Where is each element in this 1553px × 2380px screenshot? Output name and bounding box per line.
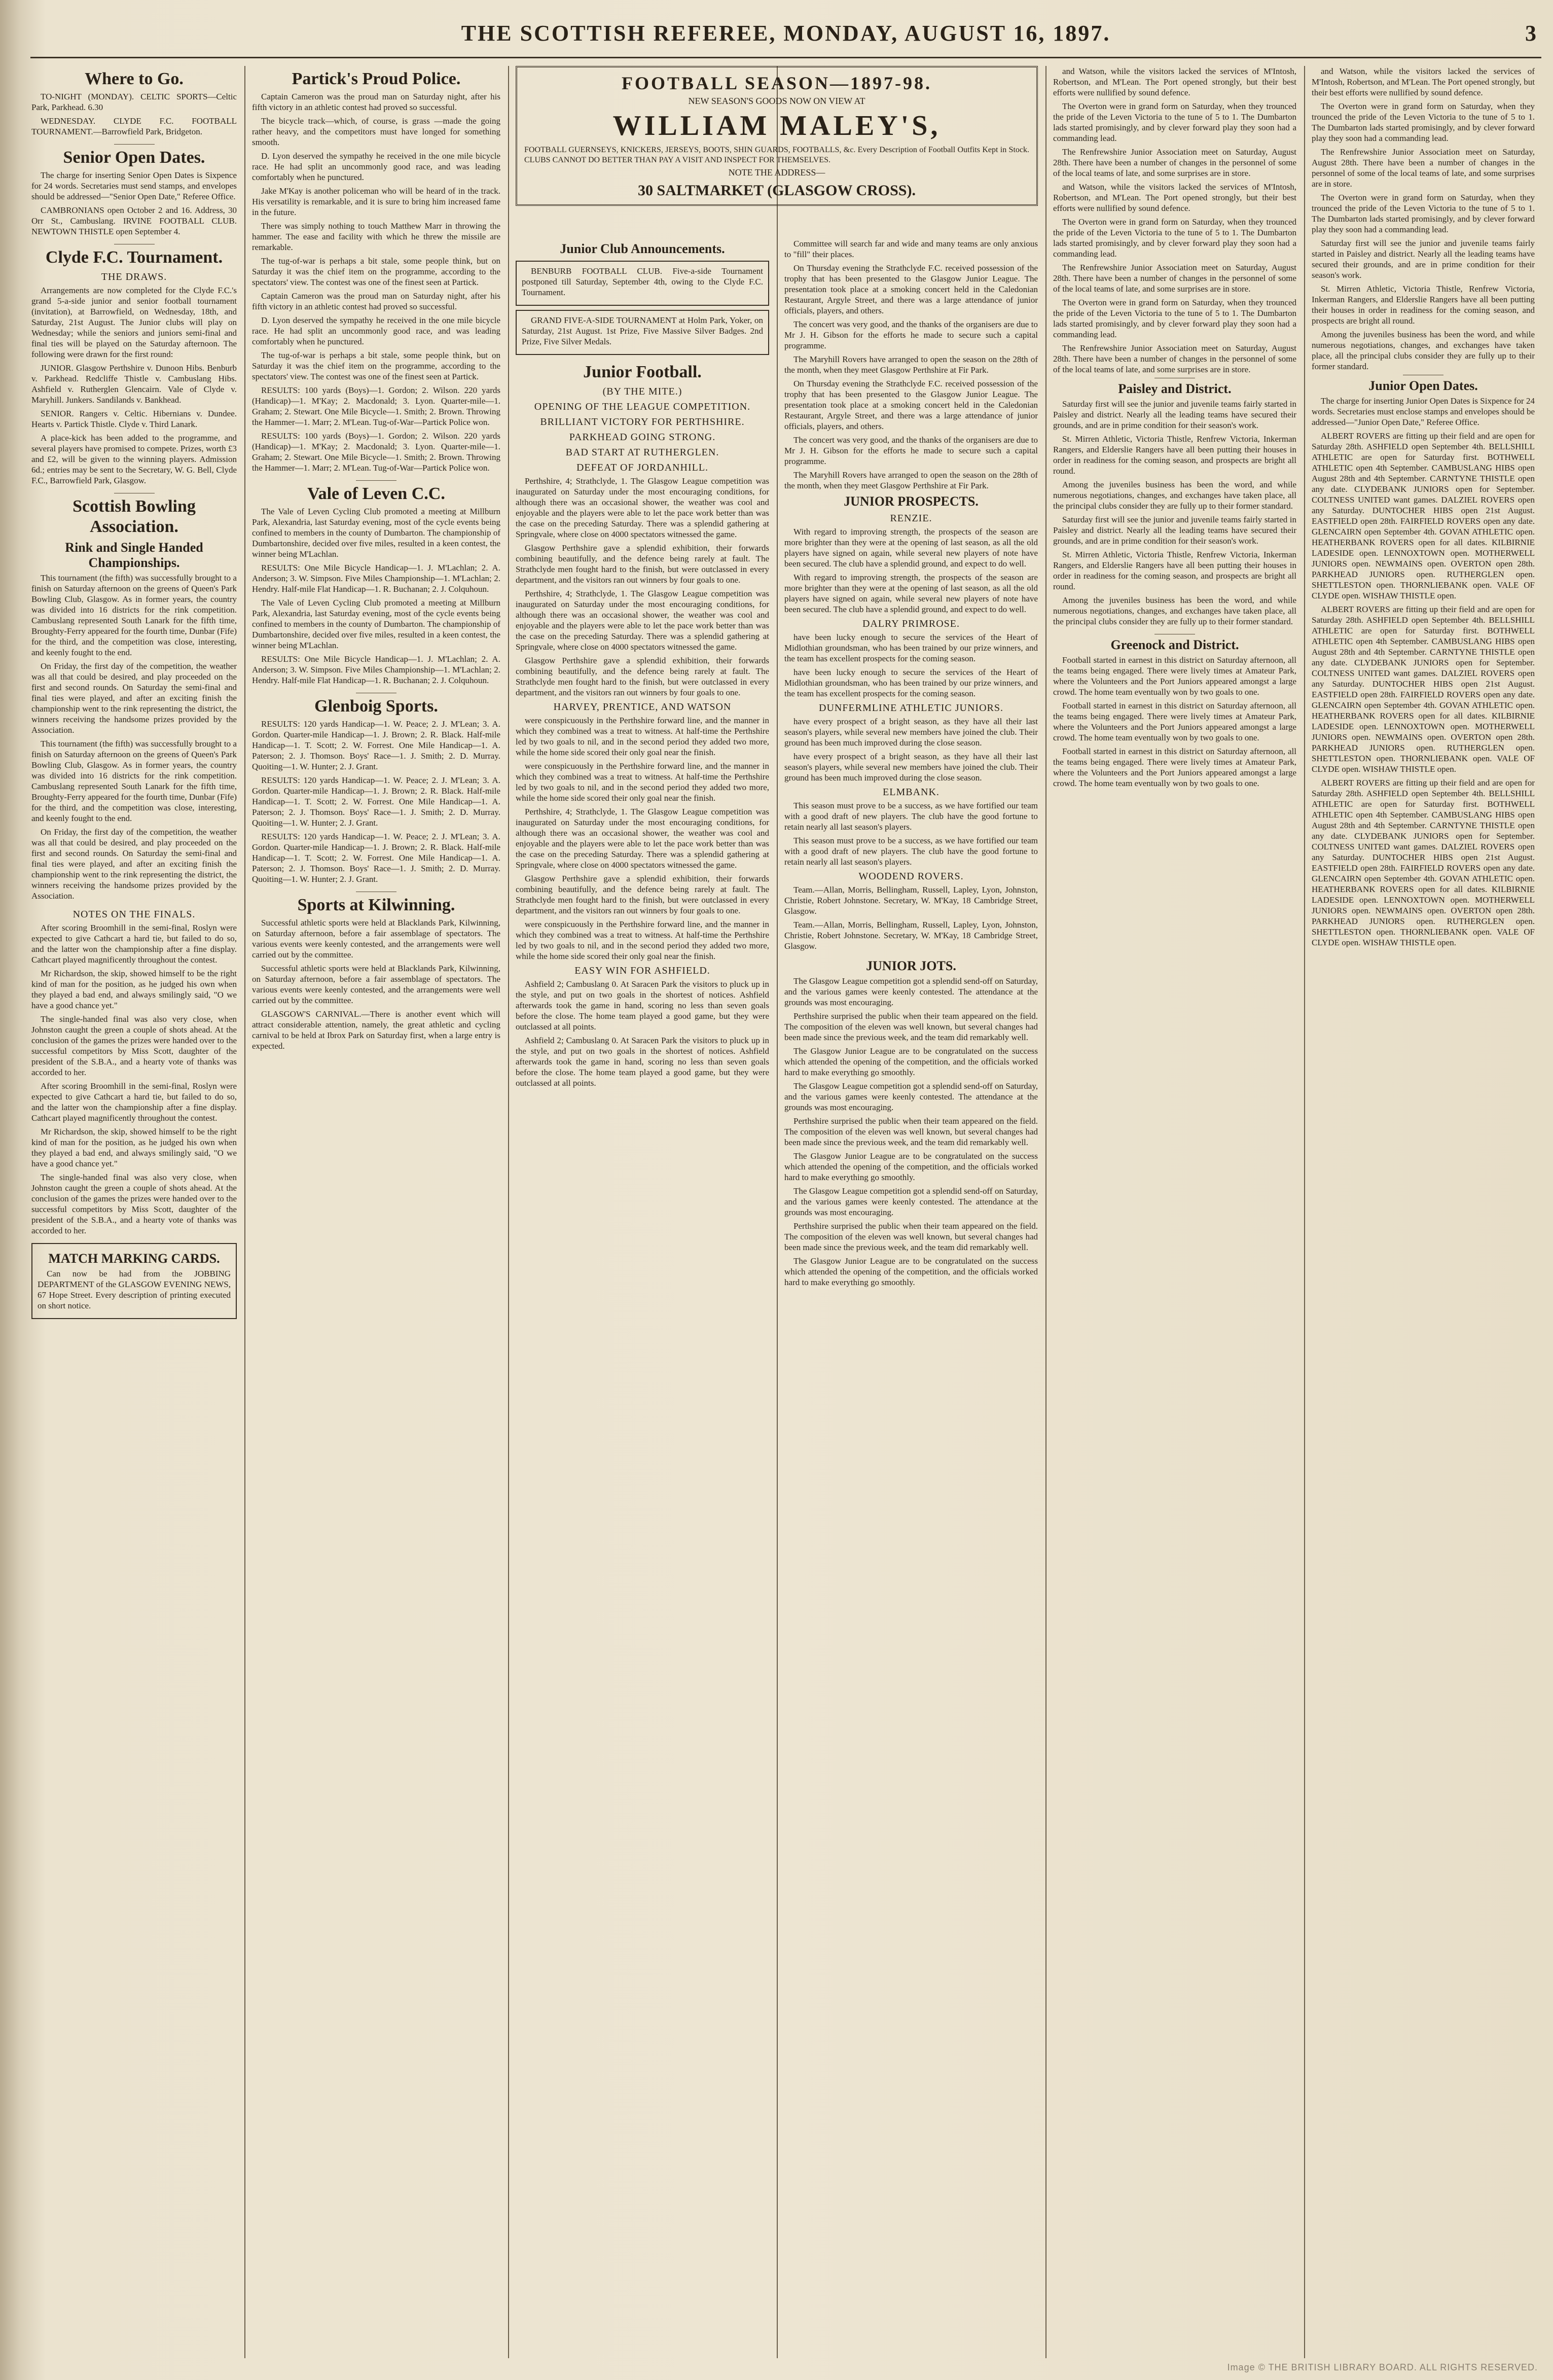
advert-address: 30 SALTMARKET (GLASGOW CROSS). [638,182,916,199]
senior-open-dates-section [31,148,237,237]
easy-win-paragraph: Ashfield 2; Cambuslang 0. At Saracen Park the visitors to pluck up in the style, and put on two goals in the shortest of notices. Ashfield afterwards took the game in hand, scoring no less than seven goals before the close. The home team played a good game, but they were outclassed at all points. [516,979,769,1032]
column-2 [252,66,500,2358]
maley-advert-wrapper [516,66,1038,213]
junior-club-announcements [516,241,769,355]
jf-paragraph: Perthshire, 4; Strathclyde, 1. The Glasgow League competition was inaugurated on Saturday under the most encouraging conditions, for although there was an occasional shower, the weather was cool and enjoyable and the players were able to let the pace work better than was the case on the preceding Saturday. There was a splendid gathering at Springvale, where close on 4000 spectators witnessed the game. [516,476,769,539]
where-wednesday: WEDNESDAY. CLYDE F.C. FOOTBALL TOURNAMENT.—Barrowfield Park, Bridgeton. [31,116,237,136]
paisley-paragraph: St. Mirren Athletic, Victoria Thistle, Renfrew Victoria, Inkerman Rangers, and Elderslie Rangers have all been putting their houses in order in readiness for the coming season, and prospects are bright all round. [1053,434,1296,476]
kilwinning-section [252,895,500,1051]
advert-name: WILLIAM MALEY'S, [612,110,941,141]
renzie-paragraph: With regard to improving strength, the prospects of the season are more brighter than they were at the opening of last season, as all the old players have signed on again, while several new players of note have been secured. The club have a splendid ground, and expect to do well. [784,573,1038,614]
col5-paragraph: The Renfrewshire Junior Association meet on Saturday, August 28th. There have been a number of changes in the personnel of some of the local teams of late, and some surprises are in store. [1053,147,1296,178]
senior-open-dates-text: The charge for inserting Senior Open Dates is Sixpence for 24 words. Secretaries must send stamps, and envelopes should be addressed—"Senior Open Date," Referee Office. [31,170,237,201]
glasgow-carnival-paragraph: GLASGOW'S CARNIVAL.—There is another event which will attract considerable attention, namely, the great athletic and cycling carnival to be held at Ibrox Park on Saturday first, when a large entry is expected. [252,1009,500,1051]
paisley-paragraph: Among the juveniles business has been the word, and while numerous negotiations, changes, and exchanges have taken place, all the principal clubs consider they are fully up to their former standard. [1312,330,1535,371]
partick-results: RESULTS: 100 yards (Boys)—1. Gordon; 2. Wilson. 220 yards (Handicap)—1. M'Kay; 2. Macdonald; 3. Lyon. Quarter-mile—1. Graham; 2. Stewart. One Mile Bicycle—1. Smith; 2. Brown. Throwing the Hammer—1. Marr; 2. M'Lean. Tug-of-War—Partick Police won. [252,385,500,427]
elmbank-subheading: ELMBANK. [883,787,940,798]
kilwinning-heading: Sports at Kilwinning. [297,896,455,914]
partick-paragraph: D. Lyon deserved the sympathy he received in the one mile bicycle race. He had split an uncommonly good race, and was leading comfortably when he punctured. [252,151,500,182]
paisley-paragraph: Among the juveniles business has been the word, and while numerous negotiations, changes, and exchanges have taken place, all the principal clubs consider they are fully up to their former standard. [1053,595,1296,626]
dunfermline-paragraph: have every prospect of a bright season, as they have all their last season's players, while several new members have joined the club. Their ground has been much improved during the close season. [784,752,1038,783]
vale-heading: Vale of Leven C.C. [307,484,445,503]
col5-paragraph: The Renfrewshire Junior Association meet on Saturday, August 28th. There have been a number of changes in the personnel of some of the local teams of late, and some surprises are in store. [1053,263,1296,294]
column-6 [1312,66,1535,2358]
column-4 [784,238,1038,2358]
partick-heading: Partick's Proud Police. [292,69,461,88]
elmbank-paragraph: This season must prove to be a success, as we have fortified our team with a good draft of new players. The club have the good fortune to retain nearly all last season's players. [784,801,1038,832]
glenboig-results: RESULTS: 120 yards Handicap—1. W. Peace; 2. J. M'Lean; 3. A. Gordon. Quarter-mile Handicap—1. J. Brown; 2. R. Black. Half-mile Handicap—1. T. Scott; 2. W. Forrest. One Mile Handicap—1. A. Paterson; 2. J. Thomson. Boys' Race—1. J. Smith; 2. D. Murray. Quoiting—1. W. Hunter; 2. J. Grant. [252,832,500,884]
woodend-subheading: WOODEND ROVERS. [858,871,964,882]
col5-paragraph: The Renfrewshire Junior Association meet on Saturday, August 28th. There have been a number of changes in the personnel of some of the local teams of late, and some surprises are in store. [1312,147,1535,189]
partick-paragraph: The tug-of-war is perhaps a bit stale, some people think, but on Saturday it was the chief item on the programme, according to the spectators' view. The contest was one of the finest seen at Partick. [252,350,500,381]
clyde-junior-draw: JUNIOR. Glasgow Perthshire v. Dunoon Hibs. Benburb v. Parkhead. Redcliffe Thistle v. Cambuslang Hibs. Ashfield v. Rutherglen Glencairn. Vale of Clyde v. Maryhill. Junkers. Sandilands v. Bankhead. [31,363,237,405]
harvey-paragraph: were conspicuously in the Perthshire forward line, and the manner in which they combined was a treat to witness. At half-time the Perthshire led by two goals to nil, and in the second period they added two more, while the home side scored their only goal near the finish. [516,716,769,757]
finals-notes-section [31,908,237,1236]
daisy-paragraph: have been lucky enough to secure the services of the Heart of Midlothian groundsman, who has been trained by our prize winners, and the team has excellent prospects for the coming season. [784,667,1038,698]
match-cards-text: Can now be had from the JOBBING DEPARTMENT of the GLASGOW EVENING NEWS, 67 Hope Street. Every description of printing executed on short notice. [38,1269,231,1310]
renzie-paragraph: With regard to improving strength, the prospects of the season are more brighter than they were at the opening of last season, as all the old players have signed on again, while several new players of note have been secured. The club have a splendid ground, and expect to do well. [784,527,1038,569]
paisley-paragraph: Saturday first will see the junior and juvenile teams fairly started in Paisley and district. Nearly all the leading teams have secured their grounds, and are in prime condition for their season's work. [1312,238,1535,280]
paisley-paragraph: Saturday first will see the junior and juvenile teams fairly started in Paisley and district. Nearly all the leading teams have secured their grounds, and are in prime condition for their season's work. [1053,515,1296,546]
bowling-paragraph: This tournament (the fifth) was successfully brought to a finish on Saturday afternoon on the greens of Queen's Park Bowling Club, Glasgow. As in former years, the country was divided into 16 districts for the rink competition. Cambuslang represented South Lanark for the fifth time, Broughty-Ferry appeared for the fourth time, Dunbar (Fife) for the third, and the competition was close, interesting, and keenly fought to the end. [31,739,237,823]
jots-paragraph: The Glasgow League competition got a splendid send-off on Saturday, and the various games were keenly contested. The attendance at the grounds was most encouraging. [784,1081,1038,1112]
partick-results: RESULTS: 100 yards (Boys)—1. Gordon; 2. Wilson. 220 yards (Handicap)—1. M'Kay; 2. Macdonald; 3. Lyon. Quarter-mile—1. Graham; 2. Stewart. One Mile Bicycle—1. Smith; 2. Brown. Throwing the Hammer—1. Marr; 2. M'Lean. Tug-of-War—Partick Police won. [252,431,500,473]
col4-paragraph: The concert was very good, and the thanks of the organisers are due to Mr J. H. Gibson for the efforts he made to secure such a capital programme. [784,435,1038,466]
paisley-section [1053,381,1296,627]
kilwinning-paragraph: Successful athletic sports were held at Blacklands Park, Kilwinning, on Saturday afternoon, before a fair assemblage of spectators. The various events were keenly contested, and the arrangements were well carried out by the committee. [252,918,500,960]
jf-subheading: BAD START AT RUTHERGLEN. [565,447,719,458]
paisley-paragraph: St. Mirren Athletic, Victoria Thistle, Renfrew Victoria, Inkerman Rangers, and Elderslie Rangers have all been putting their houses in order in readiness for the coming season, and prospects are bright all round. [1053,550,1296,591]
advert-goods: NEW SEASON'S GOODS NOW ON VIEW AT [688,96,865,106]
junior-open-dates-entries: ALBERT ROVERS are fitting up their field and are open for Saturday 28th. ASHFIELD open September 4th. BELLSHILL ATHLETIC are open for Saturday first. BOTHWELL ATHLETIC open 4th September. CAMBUSLANG HIBS open August 28th and 4th September. CARNTYNE THISTLE open any date. CLYDEBANK JUNIORS open for September. COLTNESS UNITED want games. DALZIEL ROVERS open any Saturday. DUNTOCHER HIBS open 21st August. EASTFIELD open 28th. FAIRFIELD ROVERS open any date. GLENCAIRN open September 4th. GOVAN ATHLETIC open. HEATHERBANK ROVERS open for all dates. KILBIRNIE LADESIDE open. LENNOXTOWN open. MOTHERWELL JUNIORS open. NEWMAINS open. OVERTON open 28th. PARKHEAD JUNIORS open. RUTHERGLEN open. SHETTLESTON open. THORNLIEBANK open. VALE OF CLYDE open. WISHAW THISTLE open. [1312,778,1535,947]
where-to-go-section [31,69,237,137]
harvey-paragraph: were conspicuously in the Perthshire forward line, and the manner in which they combined was a treat to witness. At half-time the Perthshire led by two goals to nil, and in the second period they added two more, while the home side scored their only goal near the finish. [516,761,769,803]
col5-paragraph: and Watson, while the visitors lacked the services of M'Intosh, Robertson, and M'Lean. The Port opened strongly, but their best efforts were nullified by sound defence. [1053,182,1296,213]
match-cards-advert [31,1243,237,1319]
column-separator [777,66,778,2358]
finals-paragraph: Mr Richardson, the skip, showed himself to be the right kind of man for the position, as he judged his own when they played a bad end, and always smilingly said, "O we have a good chance yet." [31,969,237,1010]
paisley-paragraph: Among the juveniles business has been the word, and while numerous negotiations, changes, and exchanges have taken place, all the principal clubs consider they are fully up to their former standard. [1053,480,1296,511]
finals-paragraph: After scoring Broomhill in the semi-final, Roslyn were expected to give Cathcart a hard tie, but failed to do so, and the latter won the championship after a fine display. Cathcart played magnificently throughout the contest. [31,1081,237,1123]
jots-paragraph: Perthshire surprised the public when their team appeared on the field. The composition of the eleven was well known, but several changes had been made since the previous week, and the team did remarkably well. [784,1011,1038,1042]
finals-paragraph: The single-handed final was also very close, when Johnston caught the green a couple of shots ahead. At the conclusion of the games the prizes were handed over to the successful competitors by Miss Scott, daughter of the president of the S.B.A., and a hearty vote of thanks was accorded to her. [31,1014,237,1077]
jf-paragraph: Glasgow Perthshire gave a splendid exhibition, their forwards combining beautifully, and the defence being rarely at fault. The Strathclyde men fought hard to the finish, but were outclassed in every department, and the visitors ran out winners by four goals to one. [516,656,769,697]
image-credit: Image © THE BRITISH LIBRARY BOARD. ALL RIGHTS RESERVED. [1227,2362,1538,2372]
jots-paragraph: The Glasgow League competition got a splendid send-off on Saturday, and the various games were keenly contested. The attendance at the grounds was most encouraging. [784,976,1038,1007]
junior-jots-heading: JUNIOR JOTS. [866,958,956,973]
partick-paragraph: There was simply nothing to touch Matthew Marr in throwing the hammer. The ease and facility with which he threw the missile are remarkable. [252,221,500,252]
junior-prospects-section [784,494,1038,951]
jots-paragraph: The Glasgow Junior League are to be congratulated on the success which attended the opening of the competition, and the officials worked hard to make everything go smoothly. [784,1256,1038,1287]
maley-advert [516,66,1038,206]
paisley-paragraph: Saturday first will see the junior and juvenile teams fairly started in Paisley and district. Nearly all the leading teams have secured their grounds, and are in prime condition for their season's work. [1053,399,1296,430]
clyde-paragraph: Arrangements are now completed for the Clyde F.C.'s grand 5-a-side junior and senior football tournament (invitation), at Barrowfield, on Wednesday, 18th, and Saturday, 21st August. The Junior clubs will play on Wednesday; while the seniors and juniors semi-final and final ties will be played on the Saturday afternoon. The following were drawn for the first round: [31,286,237,359]
glenboig-heading: Glenboig Sports. [314,697,438,716]
jf-subheading: PARKHEAD GOING STRONG. [569,432,716,443]
jots-paragraph: The Glasgow Junior League are to be congratulated on the success which attended the opening of the competition, and the officials worked hard to make everything go smoothly. [784,1151,1038,1182]
col4-paragraph: The concert was very good, and the thanks of the organisers are due to Mr J. H. Gibson for the efforts he made to secure such a capital programme. [784,319,1038,350]
partick-paragraph: The bicycle track—which, of course, is grass —made the going rather heavy, and the competitors must have longed for something smooth. [252,116,500,147]
divider [356,480,396,481]
page-number: 3 [1525,21,1536,46]
jf-subheading: OPENING OF THE LEAGUE COMPETITION. [534,401,751,412]
woodend-paragraph: Team.—Allan, Morris, Bellingham, Russell, Lapley, Lyon, Johnston, Christie, Robert Johnstone. Secretary, W. M'Kay, 18 Cambridge Street, Glasgow. [784,885,1038,916]
partick-section [252,69,500,473]
vale-paragraph: The Vale of Leven Cycling Club promoted a meeting at Millburn Park, Alexandria, last Saturday evening, most of the cycle events being confined to members in the county of Dumbarton. The championship of Dumbartonshire, decided over five miles, resulted in a keen contest, the winner being M'Lachlan. [252,507,500,559]
column-separator [244,66,245,2358]
jf-paragraph: Glasgow Perthshire gave a splendid exhibition, their forwards combining beautifully, and the defence being rarely at fault. The Strathclyde men fought hard to the finish, but were outclassed in every department, and the visitors ran out winners by four goals to one. [516,874,769,915]
col5-paragraph: The Overton were in grand form on Saturday, when they trounced the pride of the Leven Victoria to the tune of 5 to 1. The Dumbarton lads started promisingly, and by clever forward play they soon had a commanding lead. [1053,298,1296,339]
junior-open-dates-text: The charge for inserting Junior Open Dates is Sixpence for 24 words. Secretaries must enclose stamps and envelopes should be addressed—"Junior Open Date," Referee Office. [1312,396,1535,427]
advert-note: NOTE THE ADDRESS— [728,167,825,177]
bowling-subheading: Rink and Single Handed Championships. [65,540,203,570]
kilwinning-paragraph: Successful athletic sports were held at Blacklands Park, Kilwinning, on Saturday afternoon, before a fair assemblage of spectators. The various events were keenly contested, and the arrangements were well carried out by the committee. [252,964,500,1005]
col4-paragraph: The Maryhill Rovers have arranged to open the season on the 28th of the month, when they meet Glasgow Perthshire at Fir Park. [784,354,1038,375]
easy-win-subheading: EASY WIN FOR ASHFIELD. [574,965,710,976]
benburb-text: BENBURB FOOTBALL CLUB. Five-a-side Tournament postponed till Saturday, September 4th, owing to the Clyde F.C. Tournament. [522,266,763,297]
clyde-tournament-heading: Clyde F.C. Tournament. [45,248,223,267]
advert-season: FOOTBALL SEASON—1897-98. [621,73,932,93]
greenock-paragraph: Football started in earnest in this district on Saturday afternoon, all the teams being engaged. There were lively times at Amateur Park, where the Volunteers and the Port Juniors appeared amongst a large crowd. The home team eventually won by two goals to one. [1053,701,1296,742]
column-3 [516,238,769,2358]
senior-open-dates-heading: Senior Open Dates. [63,148,205,167]
jots-paragraph: The Glasgow Junior League are to be congratulated on the success which attended the opening of the competition, and the officials worked hard to make everything go smoothly. [784,1046,1038,1077]
col5-paragraph: The Overton were in grand form on Saturday, when they trounced the pride of the Leven Victoria to the tune of 5 to 1. The Dumbarton lads started promisingly, and by clever forward play they soon had a commanding lead. [1312,101,1535,143]
greenock-paragraph: Football started in earnest in this district on Saturday afternoon, all the teams being engaged. There were lively times at Amateur Park, where the Volunteers and the Port Juniors appeared amongst a large crowd. The home team eventually won by two goals to one. [1053,747,1296,788]
finals-paragraph: After scoring Broomhill in the semi-final, Roslyn were expected to give Cathcart a hard tie, but failed to do so, and the latter won the championship after a fine display. Cathcart played magnificently throughout the contest. [31,923,237,965]
renzie-subheading: RENZIE. [890,513,932,524]
woodend-paragraph: Team.—Allan, Morris, Bellingham, Russell, Lapley, Lyon, Johnston, Christie, Robert Johnstone. Secretary, W. M'Kay, 18 Cambridge Street, Glasgow. [784,920,1038,951]
vale-results: RESULTS: One Mile Bicycle Handicap—1. J. M'Lachlan; 2. A. Anderson; 3. W. Simpson. Five Miles Championship—1. M'Lachlan; 2. Hendry. Half-mile Flat Handicap—1. R. Buchanan; 2. J. Colquhoun. [252,654,500,685]
greenock-heading: Greenock and District. [1110,637,1239,652]
partick-paragraph: Captain Cameron was the proud man on Saturday night, after his fifth victory in an athletic contest had proved so successful. [252,291,500,311]
senior-open-dates-entries: CAMBRONIANS open October 2 and 16. Address, 30 Orr St., Cambuslang. IRVINE FOOTBALL CLUB. NEWTOWN THISTLE open September 4. [31,205,237,236]
junior-football-section [516,362,769,1088]
clyde-tournament-section [31,247,237,486]
vale-results: RESULTS: One Mile Bicycle Handicap—1. J. M'Lachlan; 2. A. Anderson; 3. W. Simpson. Five Miles Championship—1. M'Lachlan; 2. Hendry. Half-mile Flat Handicap—1. R. Buchanan; 2. J. Colquhoun. [252,563,500,594]
masthead [30,20,1541,51]
col4-paragraph: Committee will search far and wide and many teams are only anxious to "fill" their places. [784,239,1038,259]
finals-paragraph: Mr Richardson, the skip, showed himself to be the right kind of man for the position, as he judged his own when they played a bad end, and always smilingly said, "O we have a good chance yet." [31,1127,237,1168]
glenboig-results: RESULTS: 120 yards Handicap—1. W. Peace; 2. J. M'Lean; 3. A. Gordon. Quarter-mile Handicap—1. J. Brown; 2. R. Black. Half-mile Handicap—1. T. Scott; 2. W. Forrest. One Mile Handicap—1. A. Paterson; 2. J. Thomson. Boys' Race—1. J. Smith; 2. D. Murray. Quoiting—1. W. Hunter; 2. J. Grant. [252,775,500,828]
jots-paragraph: The Glasgow League competition got a splendid send-off on Saturday, and the various games were keenly contested. The attendance at the grounds was most encouraging. [784,1186,1038,1217]
dunfermline-paragraph: have every prospect of a bright season, as they have all their last season's players, while several new members have joined the club. Their ground has been much improved during the close season. [784,717,1038,748]
dunfermline-subheading: DUNFERMLINE ATHLETIC JUNIORS. [819,702,1003,714]
junior-football-heading: Junior Football. [583,363,702,381]
tournament-announcement [516,310,769,355]
easy-win-paragraph: Ashfield 2; Cambuslang 0. At Saracen Park the visitors to pluck up in the style, and put on two goals in the shortest of notices. Ashfield afterwards took the game in hand, scoring no less than seven goals before the close. The home team played a good game, but they were outclassed at all points. [516,1036,769,1088]
daisy-paragraph: have been lucky enough to secure the services of the Heart of Midlothian groundsman, who has been trained by our prize winners, and the team has excellent prospects for the coming season. [784,632,1038,663]
elmbank-paragraph: This season must prove to be a success, as we have fortified our team with a good draft of new players. The club have the good fortune to retain nearly all last season's players. [784,836,1038,867]
column-separator [1045,66,1046,2358]
jots-paragraph: Perthshire surprised the public when their team appeared on the field. The composition of the eleven was well known, but several changes had been made since the previous week, and the team did remarkably well. [784,1221,1038,1252]
col4-paragraph: On Thursday evening the Strathclyde F.C. received possession of the trophy that has been presented to the Glasgow Junior League. The presentation took place at a smoking concert held in the Caledonian Restaurant, Argyle Street, and there was a large attendance of junior officials, players, and others. [784,263,1038,315]
clyde-paragraph: A place-kick has been added to the programme, and several players have promised to compete. Prizes, worth £3 and £2, will be given to the winning players. Admission 6d.; entries may be sent to the Secretary, W. G. Bell, Clyde F.C., Barrowfield Park, Glasgow. [31,433,237,485]
partick-paragraph: Jake M'Kay is another policeman who will be heard of in the track. His versatility is remarkable, and it is sure to bring him increased fame in the future. [252,186,500,217]
benburb-announcement [516,261,769,306]
vale-paragraph: The Vale of Leven Cycling Club promoted a meeting at Millburn Park, Alexandria, last Saturday evening, most of the cycle events being confined to members in the county of Dumbarton. The championship of Dumbartonshire, decided over five miles, resulted in a keen contest, the winner being M'Lachlan. [252,598,500,650]
match-cards-heading: MATCH MARKING CARDS. [48,1251,220,1266]
jf-paragraph: Glasgow Perthshire gave a splendid exhibition, their forwards combining beautifully, and the defence being rarely at fault. The Strathclyde men fought hard to the finish, but were outclassed in every department, and the visitors ran out winners by four goals to one. [516,543,769,585]
column-1 [31,66,237,2358]
column-5 [1053,66,1296,2358]
col5-paragraph: The Overton were in grand form on Saturday, when they trounced the pride of the Leven Victoria to the tune of 5 to 1. The Dumbarton lads started promisingly, and by clever forward play they soon had a commanding lead. [1053,217,1296,259]
masthead-title: THE SCOTTISH REFEREE, MONDAY, AUGUST 16, 1897. [461,21,1111,46]
bowling-paragraph: This tournament (the fifth) was successfully brought to a finish on Saturday afternoon on the greens of Queen's Park Bowling Club, Glasgow. As in former years, the country was divided into 16 districts for the rink competition. Cambuslang represented South Lanark for the fifth time, Broughty-Ferry appeared for the fourth time, Dunbar (Fife) for the third, and the competition was close, interesting, and keenly fought to the end. [31,573,237,657]
column-separator [1304,66,1305,2358]
junior-open-dates-entries: ALBERT ROVERS are fitting up their field and are open for Saturday 28th. ASHFIELD open September 4th. BELLSHILL ATHLETIC are open for Saturday first. BOTHWELL ATHLETIC open 4th September. CAMBUSLANG HIBS open August 28th and 4th September. CARNTYNE THISTLE open any date. CLYDEBANK JUNIORS open for September. COLTNESS UNITED want games. DALZIEL ROVERS open any Saturday. DUNTOCHER HIBS open 21st August. EASTFIELD open 28th. FAIRFIELD ROVERS open any date. GLENCAIRN open September 4th. GOVAN ATHLETIC open. HEATHERBANK ROVERS open for all dates. KILBIRNIE LADESIDE open. LENNOXTOWN open. MOTHERWELL JUNIORS open. NEWMAINS open. OVERTON open 28th. PARKHEAD JUNIORS open. RUTHERGLEN open. SHETTLESTON open. THORNLIEBANK open. VALE OF CLYDE open. WISHAW THISTLE open. [1312,431,1535,600]
bowling-paragraph: On Friday, the first day of the competition, the weather was all that could be desired, and play proceeded on the first and second rounds. On Saturday the semi-final and final ties were played, and after an exciting finish the championship went to the rink representing the district, the winners receiving the handsome prizes provided by the Association. [31,661,237,735]
paisley-paragraph: St. Mirren Athletic, Victoria Thistle, Renfrew Victoria, Inkerman Rangers, and Elderslie Rangers have all been putting their houses in order in readiness for the coming season, and prospects are bright all round. [1312,284,1535,326]
byline: (BY THE MITE.) [602,386,682,397]
bowling-paragraph: On Friday, the first day of the competition, the weather was all that could be desired, and play proceeded on the first and second rounds. On Saturday the semi-final and final ties were played, and after an exciting finish the championship went to the rink representing the district, the winners receiving the handsome prizes provided by the Association. [31,827,237,901]
junior-open-dates-heading: Junior Open Dates. [1368,378,1478,393]
vale-section [252,484,500,686]
col5-paragraph: and Watson, while the visitors lacked the services of M'Intosh, Robertson, and M'Lean. The Port opened strongly, but their best efforts were nullified by sound defence. [1312,66,1535,97]
greenock-section [1053,637,1296,789]
glenboig-section [252,696,500,884]
junior-open-dates-section [1312,378,1535,948]
jf-subheading: BRILLIANT VICTORY FOR PERTHSHIRE. [540,416,745,428]
bowling-heading: Scottish Bowling Association. [73,497,196,536]
where-to-go-heading: Where to Go. [85,69,184,88]
partick-paragraph: The tug-of-war is perhaps a bit stale, some people think, but on Saturday it was the chief item on the programme, according to the spectators' view. The contest was one of the finest seen at Partick. [252,256,500,287]
col5-paragraph: The Overton were in grand form on Saturday, when they trounced the pride of the Leven Victoria to the tune of 5 to 1. The Dumbarton lads started promisingly, and by clever forward play they soon had a commanding lead. [1312,193,1535,234]
divider [114,144,155,145]
partick-paragraph: Captain Cameron was the proud man on Saturday night, after his fifth victory in an athletic contest had proved so successful. [252,92,500,112]
jots-paragraph: Perthshire surprised the public when their team appeared on the field. The composition of the eleven was well known, but several changes had been made since the previous week, and the team did remarkably well. [784,1116,1038,1147]
column-separator [508,66,509,2358]
jf-paragraph: Perthshire, 4; Strathclyde, 1. The Glasgow League competition was inaugurated on Saturday under the most encouraging conditions, for although there was an occasional shower, the weather was cool and enjoyable and the players were able to let the pace work better than was the case on the preceding Saturday. There was a splendid gathering at Springvale, where close on 4000 spectators witnessed the game. [516,589,769,652]
partick-paragraph: D. Lyon deserved the sympathy he received in the one mile bicycle race. He had split an uncommonly good race, and was leading comfortably when he punctured. [252,315,500,346]
greenock-paragraph: Football started in earnest in this district on Saturday afternoon, all the teams being engaged. There were lively times at Amateur Park, where the Volunteers and the Port Juniors appeared amongst a large crowd. The home team eventually won by two goals to one. [1053,655,1296,697]
col4-paragraph: The Maryhill Rovers have arranged to open the season on the 28th of the month, when they meet Glasgow Perthshire at Fir Park. [784,470,1038,490]
col5-paragraph: and Watson, while the visitors lacked the services of M'Intosh, Robertson, and M'Lean. The Port opened strongly, but their best efforts were nullified by sound defence. [1053,66,1296,97]
junior-jots-section [784,958,1038,1288]
masthead-rule [30,57,1541,58]
harvey-paragraph: were conspicuously in the Perthshire forward line, and the manner in which they combined was a treat to witness. At half-time the Perthshire led by two goals to nil, and in the second period they added two more, while the home side scored their only goal near the finish. [516,919,769,961]
bowling-section [31,496,237,901]
col5-paragraph: The Renfrewshire Junior Association meet on Saturday, August 28th. There have been a number of changes in the personnel of some of the local teams of late, and some surprises are in store. [1053,343,1296,374]
where-tonight: TO-NIGHT (MONDAY). CELTIC SPORTS—Celtic Park, Parkhead. 6.30 [31,92,237,112]
advert-body: FOOTBALL GUERNSEYS, KNICKERS, JERSEYS, BOOTS, SHIN GUARDS, FOOTBALLS, &c. Every Description of Football Outfits Kept in Stock. CLUBS CANNOT DO BETTER THAN PAY A VISIT AND INSPECT FOR THEMSELVES. [524,146,1029,164]
clyde-senior-draw: SENIOR. Rangers v. Celtic. Hibernians v. Dundee. Hearts v. Partick Thistle. Clyde v. Third Lanark. [31,409,237,429]
junior-open-dates-entries: ALBERT ROVERS are fitting up their field and are open for Saturday 28th. ASHFIELD open September 4th. BELLSHILL ATHLETIC are open for Saturday first. BOTHWELL ATHLETIC open 4th September. CAMBUSLANG HIBS open August 28th and 4th September. CARNTYNE THISTLE open any date. CLYDEBANK JUNIORS open for September. COLTNESS UNITED want games. DALZIEL ROVERS open any Saturday. DUNTOCHER HIBS open 21st August. EASTFIELD open 28th. FAIRFIELD ROVERS open any date. GLENCAIRN open September 4th. GOVAN ATHLETIC open. HEATHERBANK ROVERS open for all dates. KILBIRNIE LADESIDE open. LENNOXTOWN open. MOTHERWELL JUNIORS open. NEWMAINS open. OVERTON open 28th. PARKHEAD JUNIORS open. RUTHERGLEN open. SHETTLESTON open. THORNLIEBANK open. VALE OF CLYDE open. WISHAW THISTLE open. [1312,605,1535,774]
jf-subheading: DEFEAT OF JORDANHILL. [576,462,709,473]
jf-paragraph: Perthshire, 4; Strathclyde, 1. The Glasgow League competition was inaugurated on Saturday under the most encouraging conditions, for although there was an occasional shower, the weather was cool and enjoyable and the players were able to let the pace work better than was the case on the preceding Saturday. There was a splendid gathering at Springvale, where close on 4000 spectators witnessed the game. [516,807,769,870]
harvey-subheading: HARVEY, PRENTICE, AND WATSON [553,701,732,713]
clyde-draws-subheading: THE DRAWS. [101,271,167,282]
junior-prospects-heading: JUNIOR PROSPECTS. [844,494,979,509]
paisley-heading: Paisley and District. [1118,381,1232,396]
col5-paragraph: The Overton were in grand form on Saturday, when they trounced the pride of the Leven Victoria to the tune of 5 to 1. The Dumbarton lads started promisingly, and by clever forward play they soon had a commanding lead. [1053,101,1296,143]
jca-heading: Junior Club Announcements. [560,241,725,256]
glenboig-results: RESULTS: 120 yards Handicap—1. W. Peace; 2. J. M'Lean; 3. A. Gordon. Quarter-mile Handicap—1. J. Brown; 2. R. Black. Half-mile Handicap—1. T. Scott; 2. W. Forrest. One Mile Handicap—1. A. Paterson; 2. J. Thomson. Boys' Race—1. J. Smith; 2. D. Murray. Quoiting—1. W. Hunter; 2. J. Grant. [252,719,500,771]
tournament-text: GRAND FIVE-A-SIDE TOURNAMENT at Holm Park, Yoker, on Saturday, 21st August. 1st Prize, Five Massive Silver Badges. 2nd Prize, Five Silver Medals. [522,315,763,346]
col4-paragraph: On Thursday evening the Strathclyde F.C. received possession of the trophy that has been presented to the Glasgow Junior League. The presentation took place at a smoking concert held in the Caledonian Restaurant, Argyle Street, and there was a large attendance of junior officials, players, and others. [784,379,1038,431]
finals-paragraph: The single-handed final was also very close, when Johnston caught the green a couple of shots ahead. At the conclusion of the games the prizes were handed over to the successful competitors by Miss Scott, daughter of the president of the S.B.A., and a hearty vote of thanks was accorded to her. [31,1173,237,1235]
daisy-subheading: DALRY PRIMROSE. [862,618,960,629]
finals-notes-heading: NOTES ON THE FINALS. [73,909,196,920]
